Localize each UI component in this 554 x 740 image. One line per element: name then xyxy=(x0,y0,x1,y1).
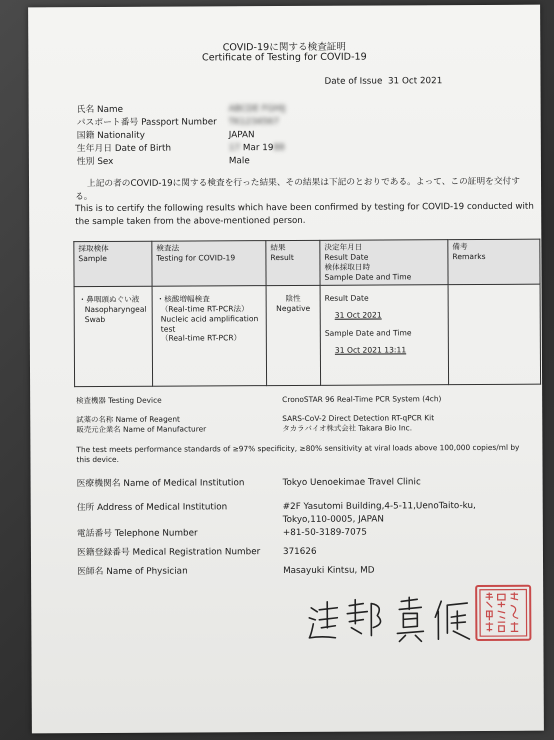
result-date-value: 31 Oct 2021 xyxy=(334,310,382,320)
sex-label: 性別 Sex xyxy=(76,156,114,168)
title-en: Certificate of Testing for COVID-19 xyxy=(201,51,367,64)
header-sample-en: Sample xyxy=(78,253,107,263)
cell-date xyxy=(320,285,449,386)
institution-name-value: Tokyo Uenoekimae Travel Clinic xyxy=(282,477,421,489)
registration-value: 371626 xyxy=(282,546,317,558)
cell-result xyxy=(266,285,321,385)
test-line-3: Nucleic acid amplification test xyxy=(160,313,259,334)
test-line-1: ・核酸増幅検査 xyxy=(156,294,210,304)
manufacturer-value: タカラバイオ株式会社 Takara Bio Inc. xyxy=(282,423,413,434)
physician-signature xyxy=(301,593,491,644)
title-jp: COVID-19に関する検査証明 xyxy=(222,41,346,54)
header-result-jp: 結果 xyxy=(270,243,286,253)
address-label: 住所 Address of Medical Institution xyxy=(76,502,228,514)
table-header-row xyxy=(74,239,540,286)
header-sample xyxy=(74,241,152,286)
manufacturer-label: 販売元企業名 Name of Manufacturer xyxy=(76,424,207,435)
sample-date-value: 31 Oct 2021 13:11 xyxy=(334,344,407,355)
header-remarks xyxy=(448,239,540,284)
passport-value: TK1234567 xyxy=(228,117,280,128)
header-sample-date-jp: 検体採取日時 xyxy=(324,262,371,272)
header-date-en: Result Date xyxy=(324,252,369,262)
reagent-value: SARS-CoV-2 Direct Detection RT-qPCR Kit xyxy=(282,413,435,424)
cell-remarks xyxy=(448,284,541,384)
physician-value: Masayuki Kintsu, MD xyxy=(283,565,375,577)
clinic-seal xyxy=(475,585,531,641)
address-line-1: #2F Yasutomi Building,4-5-11,UenoTaito-ku, xyxy=(282,501,476,513)
physician-label: 医師名 Name of Physician xyxy=(77,566,188,578)
dob-label: 生年月日 Date of Birth xyxy=(76,143,172,155)
reagent-label: 試薬の名称 Name of Reagent xyxy=(76,414,180,425)
sex-value: Male xyxy=(228,156,250,167)
test-line-2: （Real-time RT-PCR法） xyxy=(160,304,249,314)
cell-testing xyxy=(152,286,267,387)
table-row xyxy=(74,284,541,386)
sample-line-1: ・鼻咽頭ぬぐい液 xyxy=(78,294,140,305)
sample-date-label: Sample Date and Time xyxy=(324,328,412,338)
date-of-issue xyxy=(324,76,442,87)
phone-value: +81-50-3189-7075 xyxy=(282,527,367,539)
date-of-issue-label: Date of Issue xyxy=(324,76,383,87)
results-table xyxy=(73,239,541,387)
cell-sample xyxy=(74,286,153,386)
header-date xyxy=(320,240,448,286)
statement-en: This is to certify the following results which have been confirmed by testing for COVID-19 conducted with the sample taken from the above-mentioned person. xyxy=(75,201,534,227)
performance-line-1: The test meets performance standards of ≥97% specificity, ≥80% sensitivity at viral loads above 100,000 copies/ml by xyxy=(76,442,520,455)
header-testing xyxy=(152,241,266,287)
header-testing-jp: 検査法 xyxy=(156,243,180,253)
device-value: CronoSTAR 96 Real-Time PCR System (4ch) xyxy=(282,394,442,405)
sample-line-2: Nasopharyngeal xyxy=(84,304,147,314)
header-sample-date-en: Sample Date and Time xyxy=(324,271,412,282)
nationality-label: 国籍 Nationality xyxy=(76,130,145,142)
registration-label: 医籍登録番号 Medical Registration Number xyxy=(76,547,261,559)
header-result xyxy=(266,240,320,285)
result-en: Negative xyxy=(276,303,311,313)
header-date-jp: 決定年月日 xyxy=(324,242,363,252)
result-date-label: Result Date xyxy=(324,293,369,303)
phone-label: 電話番号 Telephone Number xyxy=(76,528,198,540)
dob-month-year: Mar 19 xyxy=(240,143,274,154)
passport-label: パスポート番号 Passport Number xyxy=(76,117,217,129)
dob-year-suffix: 88 xyxy=(273,143,285,154)
statement-jp: 上記の者のCOVID-19に関する検査を行った結果、その結果は下記のとおりである。よって、この証明を交付する。 xyxy=(75,176,520,202)
performance-line-2: this device. xyxy=(76,454,119,465)
institution-name-label: 医療機関名 Name of Medical Institution xyxy=(76,478,245,490)
name-label: 氏名 Name xyxy=(76,104,124,116)
device-label: 検査機器 Testing Device xyxy=(76,395,162,406)
certificate-paper xyxy=(28,5,544,734)
test-line-4: （Real-time RT-PCR） xyxy=(160,333,242,344)
header-remarks-en: Remarks xyxy=(452,251,486,261)
header-testing-en: Testing for COVID-19 xyxy=(156,253,236,263)
result-jp: 陰性 xyxy=(285,293,301,304)
header-sample-jp: 採取検体 xyxy=(78,243,109,254)
header-result-en: Result xyxy=(270,252,294,262)
date-of-issue-value: 31 Oct 2021 xyxy=(387,76,443,87)
header-remarks-jp: 備考 xyxy=(452,242,468,252)
nationality-value: JAPAN xyxy=(228,130,255,141)
dob-day: 17 xyxy=(228,143,241,154)
sample-line-3: Swab xyxy=(84,314,106,324)
dob-value xyxy=(229,143,285,154)
name-value: ABCDE FGHIJ xyxy=(228,103,286,115)
address-line-2: Tokyo,110-0005, JAPAN xyxy=(282,514,384,526)
